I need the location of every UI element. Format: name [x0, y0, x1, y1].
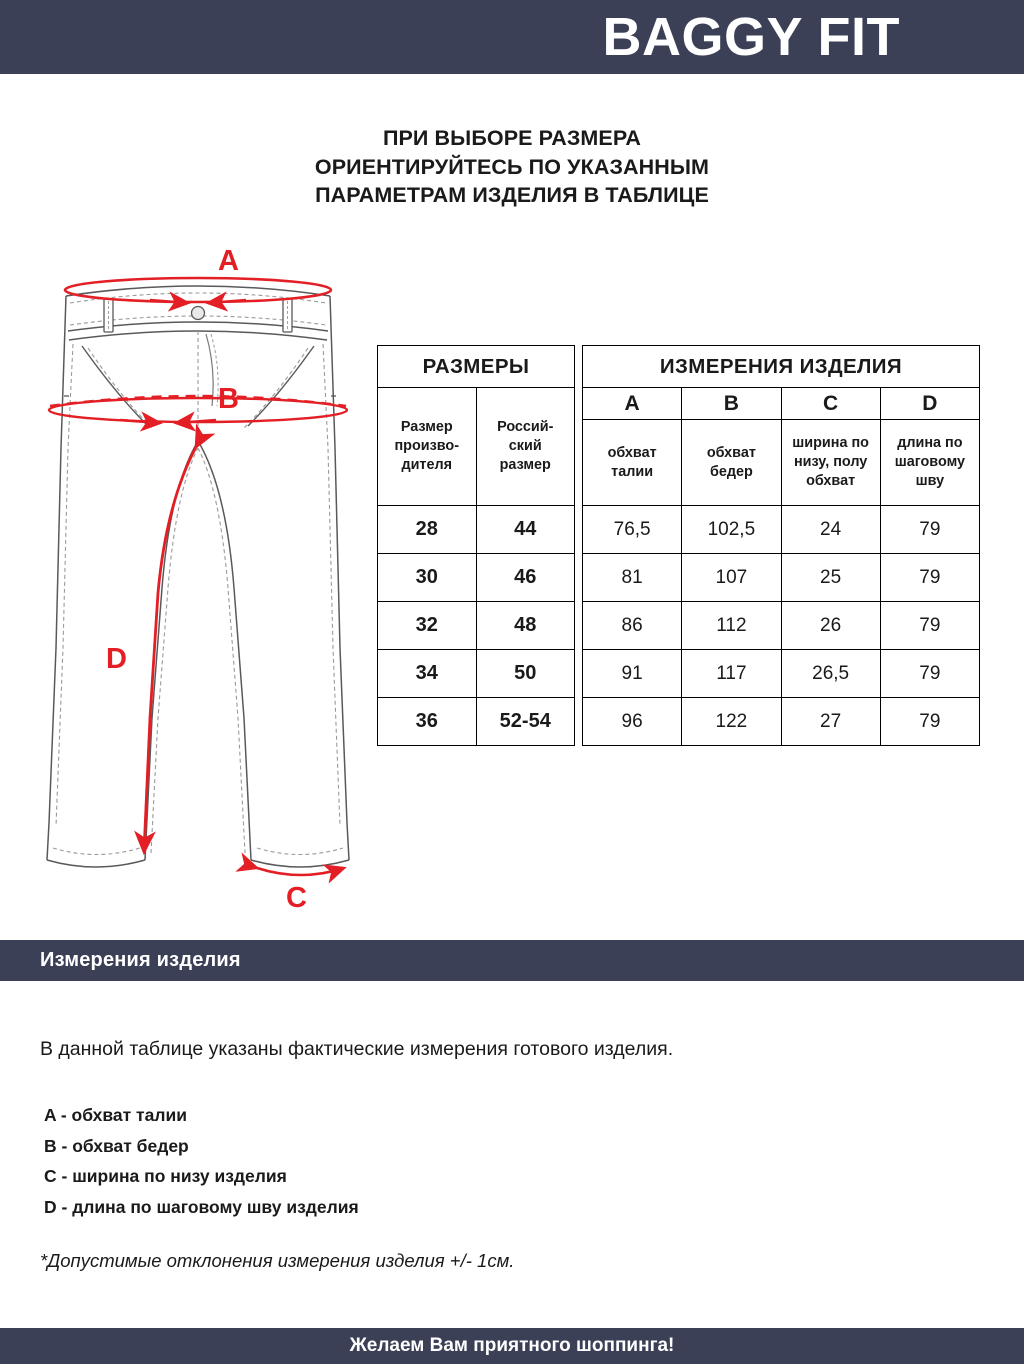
cell-waist: 96 [583, 698, 682, 746]
label-b: B [218, 383, 239, 415]
legend-item: C - ширина по низу изделия [44, 1166, 287, 1186]
measurement-legend [44, 1100, 744, 1222]
col-header-russian [476, 388, 575, 506]
cell-hips: 107 [682, 554, 781, 602]
footer-message: Желаем Вам приятного шоппинга! [349, 1335, 675, 1356]
cell-manufacturer: 36 [378, 698, 477, 746]
table-row [583, 650, 980, 698]
cell-russian: 46 [476, 554, 575, 602]
cell-waist: 76,5 [583, 506, 682, 554]
cell-inseam: 79 [880, 554, 979, 602]
table-row [583, 698, 980, 746]
cell-hips: 122 [682, 698, 781, 746]
cell-manufacturer: 34 [378, 650, 477, 698]
col-header-inseam-l2: шаговому [894, 454, 966, 470]
subtitle-line-3: ПАРАМЕТРАМ ИЗДЕЛИЯ В ТАБЛИЦЕ [315, 183, 709, 207]
col-header-russian-l1: Россий- [497, 419, 554, 435]
col-header-hips-l1: обхват [706, 444, 756, 461]
cell-inseam: 79 [880, 602, 979, 650]
section-intro-text: В данной таблице указаны фактические измерения готового изделия. [40, 1038, 674, 1060]
measurement-d-inseam [144, 447, 196, 852]
cell-manufacturer: 30 [378, 554, 477, 602]
label-d: D [106, 643, 127, 675]
col-header-hem-l1: ширина по [792, 435, 869, 451]
footer-bar [0, 1328, 1024, 1364]
col-header-hem-l3: обхват [806, 473, 856, 489]
col-header-waist [583, 420, 682, 506]
col-header-manufacturer [378, 388, 477, 506]
sizes-group-header: РАЗМЕРЫ [378, 346, 575, 388]
col-header-waist-l1: обхват [607, 444, 657, 461]
col-header-manufacturer-l3: дителя [401, 457, 453, 473]
measurements-group-header: ИЗМЕРЕНИЯ ИЗДЕЛИЯ [583, 346, 980, 388]
col-letter-c: C [781, 388, 880, 420]
cell-inseam: 79 [880, 698, 979, 746]
col-header-hem [781, 420, 880, 506]
subtitle-line-1: ПРИ ВЫБОРЕ РАЗМЕРА [382, 126, 642, 150]
cell-waist: 81 [583, 554, 682, 602]
subtitle-line-2: ОРИЕНТИРУЙТЕСЬ ПО УКАЗАННЫМ [314, 154, 710, 179]
section-title: Измерения изделия [40, 949, 241, 971]
col-header-russian-l2: ский [508, 438, 542, 454]
measurement-c-hem [257, 868, 344, 875]
col-header-inseam-l1: длина по [897, 435, 963, 451]
col-header-manufacturer-l1: Размер [400, 419, 453, 435]
cell-hem: 27 [781, 698, 880, 746]
cell-hem: 26,5 [781, 650, 880, 698]
cell-hem: 25 [781, 554, 880, 602]
cell-hips: 112 [682, 602, 781, 650]
measurements-table [582, 345, 980, 745]
col-letter-b: B [682, 388, 781, 420]
sizes-table [377, 345, 575, 745]
col-header-waist-l2: талии [611, 463, 654, 480]
cell-russian: 48 [476, 602, 575, 650]
tolerance-note: *Допустимые отклонения измерения изделия +/- 1см. [40, 1250, 515, 1271]
table-row [378, 698, 575, 746]
table-row [583, 506, 980, 554]
cell-russian: 52-54 [476, 698, 575, 746]
cell-hem: 26 [781, 602, 880, 650]
header-bar [0, 0, 1024, 74]
col-header-russian-l3: размер [499, 457, 551, 473]
cell-waist: 86 [583, 602, 682, 650]
pants-stitching [53, 293, 343, 855]
col-header-hips [682, 420, 781, 506]
legend-item: A - обхват талии [44, 1105, 187, 1125]
col-letter-d: D [880, 388, 979, 420]
cell-russian: 44 [476, 506, 575, 554]
table-row [583, 602, 980, 650]
page-title: BAGGY FIT [602, 7, 900, 67]
col-header-hips-l2: бедер [709, 463, 753, 480]
label-c: C [286, 882, 307, 908]
cell-inseam: 79 [880, 506, 979, 554]
col-header-manufacturer-l2: произво- [394, 438, 459, 454]
legend-item: D - длина по шаговому шву изделия [44, 1196, 359, 1217]
pants-button-icon [192, 307, 205, 320]
cell-inseam: 79 [880, 650, 979, 698]
cell-waist: 91 [583, 650, 682, 698]
table-row [378, 602, 575, 650]
cell-hem: 24 [781, 506, 880, 554]
cell-manufacturer: 32 [378, 602, 477, 650]
section-bar [0, 940, 1024, 981]
label-a: A [218, 248, 239, 277]
cell-hips: 117 [682, 650, 781, 698]
table-row [378, 650, 575, 698]
table-row [583, 554, 980, 602]
pants-pockets [82, 346, 314, 426]
col-letter-a: A [583, 388, 682, 420]
table-row [378, 554, 575, 602]
col-header-inseam [880, 420, 979, 506]
cell-manufacturer: 28 [378, 506, 477, 554]
col-header-hem-l2: низу, полу [793, 454, 868, 470]
cell-russian: 50 [476, 650, 575, 698]
table-row [378, 506, 575, 554]
cell-hips: 102,5 [682, 506, 781, 554]
col-header-inseam-l3: шву [915, 473, 945, 489]
subtitle-block [0, 124, 1024, 210]
legend-item: B - обхват бедер [44, 1135, 189, 1156]
pants-measurement-diagram [20, 248, 380, 908]
